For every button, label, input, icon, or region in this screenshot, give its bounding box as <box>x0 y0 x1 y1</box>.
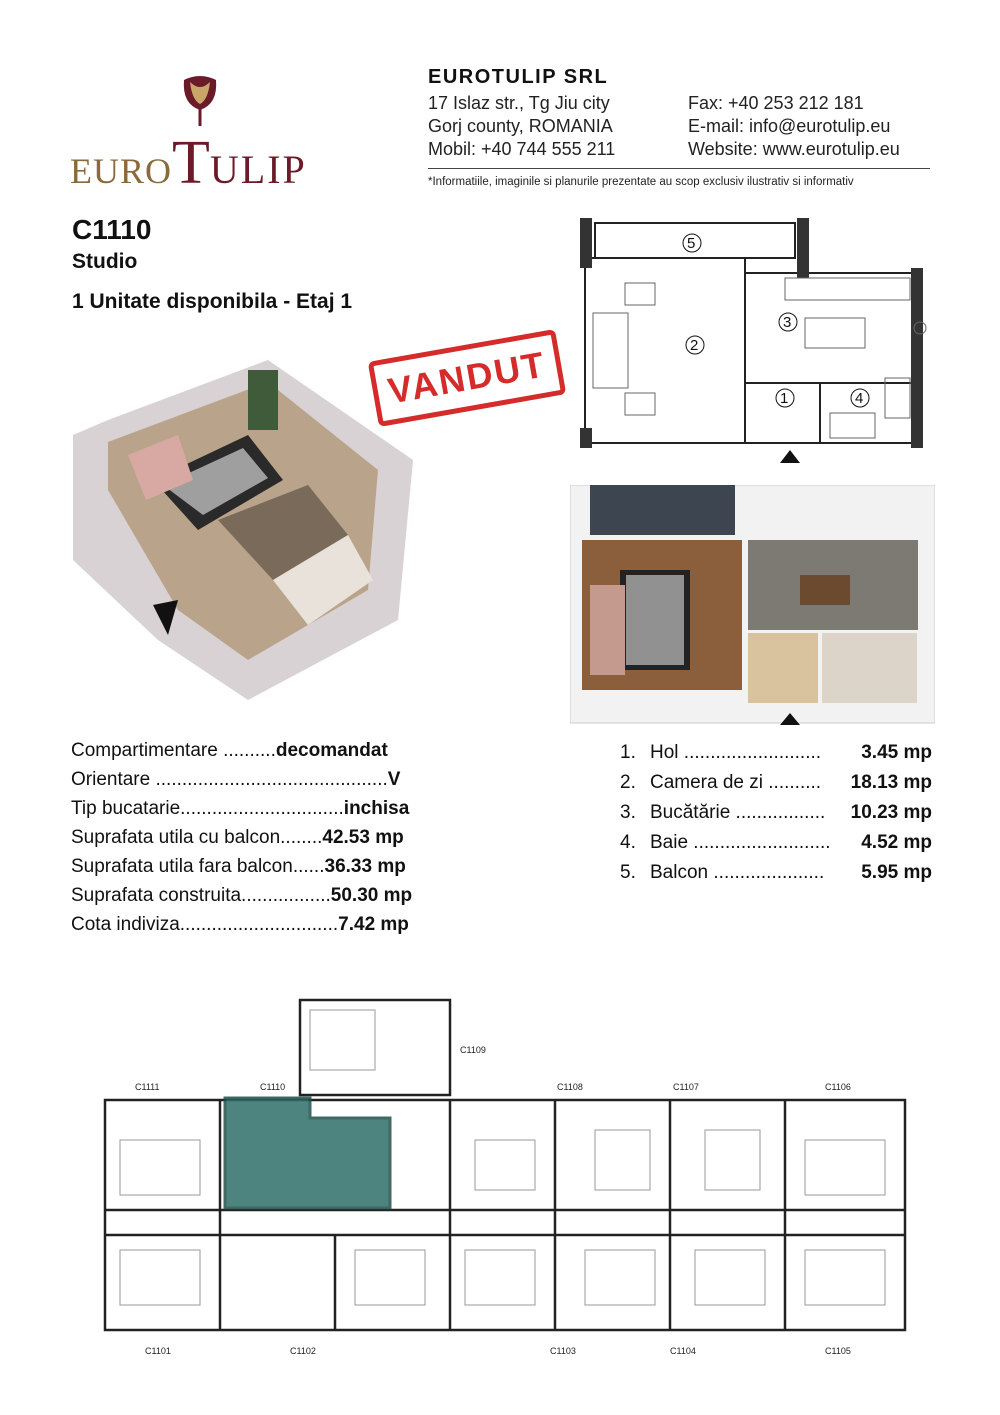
company-fax: Fax: +40 253 212 181 <box>688 93 864 113</box>
company-address-line1: 17 Islaz str., Tg Jiu city <box>428 93 610 113</box>
disclaimer: *Informatiile, imaginile si planurile prezentate au scop exclusiv ilustrativ si informativ <box>428 176 854 188</box>
spec-row: Suprafata utila cu balcon........42.53 mp <box>71 827 404 848</box>
building-floor-plan <box>95 990 925 1360</box>
room-row: 1. Hol .......................... 3.45 mp <box>620 742 932 763</box>
company-name: EUROTULIP SRL <box>428 66 609 88</box>
unit-label-c1106: C1106 <box>825 1082 851 1092</box>
plan-label-2: 2 <box>690 337 699 354</box>
unit-label-c1102: C1102 <box>290 1346 316 1356</box>
logo-t: T <box>172 129 210 197</box>
plan-label-1: 1 <box>780 390 789 407</box>
unit-availability: 1 Unitate disponibila - Etaj 1 <box>72 290 353 313</box>
sold-stamp-text: VANDUT <box>384 343 549 412</box>
logo-euro: EURO <box>70 151 172 191</box>
plan-label-5: 5 <box>687 235 696 252</box>
unit-label-c1103: C1103 <box>550 1346 576 1356</box>
furnished-plan-image <box>570 485 935 730</box>
unit-label-c1101: C1101 <box>145 1346 171 1356</box>
sold-stamp <box>368 329 567 427</box>
room-row: 5. Balcon ..................... 5.95 mp <box>620 862 932 883</box>
unit-type: Studio <box>72 250 138 273</box>
plan-label-3: 3 <box>783 314 792 331</box>
unit-label-c1107: C1107 <box>673 1082 699 1092</box>
spec-row: Cota indiviza..............................7.42 mp <box>71 914 409 935</box>
plan-label-4: 4 <box>855 390 864 407</box>
room-row: 4. Baie .......................... 4.52 mp <box>620 832 932 853</box>
header-divider <box>428 168 930 169</box>
company-address-line2: Gorj county, ROMANIA <box>428 116 613 136</box>
company-email: E-mail: info@eurotulip.eu <box>688 116 891 136</box>
spec-row: Tip bucatarie...............................inchisa <box>71 798 410 819</box>
entrance-arrow-icon <box>780 450 800 463</box>
spec-row: Orientare ............................................V <box>71 769 401 790</box>
room-row: 3. Bucătărie ................. 10.23 mp <box>620 802 932 823</box>
unit-specs <box>71 740 471 943</box>
company-header <box>428 66 938 160</box>
eurotulip-logo <box>70 70 320 197</box>
render-3d-image <box>68 360 418 700</box>
room-list <box>620 742 950 892</box>
spec-row: Compartimentare ..........decomandat <box>71 740 388 761</box>
company-mobile: Mobil: +40 744 555 211 <box>428 139 616 159</box>
unit-label-c1110: C1110 <box>260 1082 286 1092</box>
highlighted-unit-c1110 <box>225 1098 390 1208</box>
floor-plan <box>575 218 935 468</box>
unit-label-c1105: C1105 <box>825 1346 851 1356</box>
spec-row: Suprafata construita.................50.30 mp <box>71 885 413 906</box>
spec-row: Suprafata utila fara balcon......36.33 mp <box>71 856 406 877</box>
unit-label-c1109: C1109 <box>460 1045 486 1055</box>
unit-code: C1110 <box>72 214 152 245</box>
unit-label-c1108: C1108 <box>557 1082 583 1092</box>
unit-label-c1111: C1111 <box>135 1082 160 1092</box>
unit-label-c1104: C1104 <box>670 1346 696 1356</box>
logo-ulip: ULIP <box>209 147 307 192</box>
tulip-icon <box>170 70 230 130</box>
company-website: Website: www.eurotulip.eu <box>688 139 900 159</box>
room-row: 2. Camera de zi .......... 18.13 mp <box>620 772 932 793</box>
